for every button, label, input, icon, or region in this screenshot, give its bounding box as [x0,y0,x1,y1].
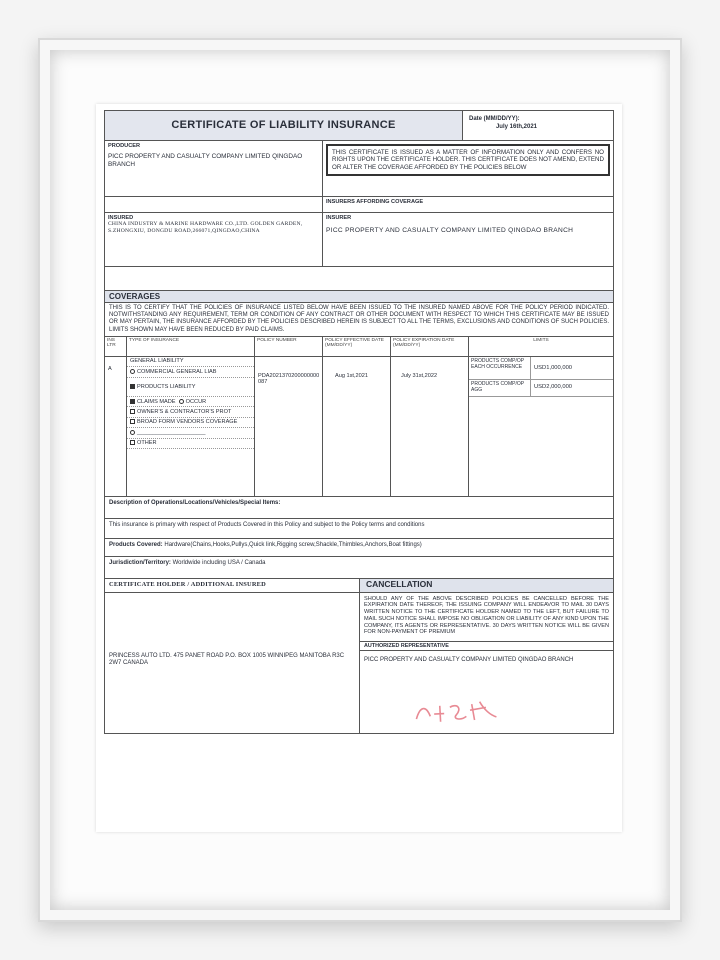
blank-cell [105,197,323,212]
gl-label: GENERAL LIABILITY [130,358,184,365]
description-text: This insurance is primary with respect of Products Covered in this Policy and subject to the Policy terms and conditions [109,521,425,528]
policy-number-header: POLICY NUMBER [255,337,322,357]
products-checkbox[interactable] [130,384,135,389]
other-label: OTHER [137,440,157,447]
producer-row [105,141,613,197]
certificate-paper [96,104,622,832]
col-expiration [391,337,469,496]
holder-header: CERTIFICATE HOLDER / ADDITIONAL INSURED [105,579,360,592]
occur-radio[interactable] [179,399,184,404]
insured-row [105,213,613,267]
ins-ltr-value: A [108,365,112,372]
date-label: Date (MM/DD/YY): [469,116,520,122]
date-box [463,111,613,140]
gl-other [127,439,254,449]
spacer-row [105,267,613,291]
insurers-affording-row [105,197,613,213]
occur-label: OCCUR [185,398,207,405]
vendors-checkbox[interactable] [130,419,135,424]
ins-ltr-header: INS LTR [105,337,126,357]
information-notice: THIS CERTIFICATE IS ISSUED AS A MATTER OF INFORMATION ONLY AND CONFERS NO RIGHTS UPON THE CERTIFICATE HOLDER. THIS CERTIFICATE DOES NOT AMEND, EXTEND OR ALTER THE COVERAGE AFFORDED BY THE POLICIES BELOW [326,144,610,176]
policy-table [105,337,613,497]
owners-checkbox[interactable] [130,409,135,414]
pl-label: PRODUCTS LIABILITY [137,383,196,390]
col-type [127,337,255,496]
jurisdiction-text: Worldwide including USA / Canada [172,559,266,566]
claims-label: CLAIMS MADE [137,398,176,405]
jurisdiction-row [105,557,613,579]
gl-vendors [127,418,254,428]
gl-blank: ______________________ [127,428,254,438]
col-limits [469,337,613,496]
coverages-text: THIS IS TO CERTIFY THAT THE POLICIES OF INSURANCE LISTED BELOW HAVE BEEN ISSUED TO THE INSURED NAMED ABOVE FOR THE POLICY PERIOD INDICATED. NOTWITHSTANDING ANY REQUIREMENT, TERM OR CONDITION OF ANY CONTRACT OR OTHER DOCUMENT WITH RESPECT TO WHICH THIS CERTIFICATE MAY BE ISSUED OR MAY PERTAIN, THE INSURANCE AFFORDED BY THE POLICIES DESCRIBED HEREIN IS SUBJECT TO ALL THE TERMS, EXCLUSIONS AND CONDITIONS OF SUCH POLICIES. LIMITS SHOWN MAY HAVE BEEN REDUCED BY PAID CLAIMS. [105,303,613,337]
limit-label-1: PRODUCTS COMP/OP EACH OCCURRENCE [469,357,531,380]
coverages-header: COVERAGES [105,291,613,303]
products-covered-label: Products Covered: [109,541,163,548]
insurer-name: PICC PROPERTY AND CASUALTY COMPANY LIMITED QINGDAO BRANCH [326,227,574,235]
red-seal-stamp [409,692,500,727]
cancellation-header: CANCELLATION [360,579,613,592]
producer-cell [105,141,323,196]
effective-header: POLICY EFFECTIVE DATE (MM/DD/YY) [323,337,390,357]
blank-radio[interactable] [130,430,135,435]
certificate-title: CERTIFICATE OF LIABILITY INSURANCE [105,111,463,140]
expiration-value: July 31st,2022 [401,372,438,379]
products-covered-text: Hardware(Chains,Hooks,Pullys,Quick link,Rigging screw,Shackle,Thimbles,Anchors,Boat fittings) [164,541,422,548]
insurers-affording-label: INSURERS AFFORDING COVERAGE [326,199,424,205]
date-value: July 16th,2021 [495,124,537,131]
cancellation-text: SHOULD ANY OF THE ABOVE DESCRIBED POLICIES BE CANCELLED BEFORE THE EXPIRATION DATE THEREOF, THE ISSUING COMPANY WILL ENDEAVOR TO MAIL 30 DAYS WRITTEN NOTICE TO THE CERTIFICATE HOLDER NAMED TO THE LEFT, BUT FAILURE TO MAIL SUCH NOTICE SHALL IMPOSE NO OBLIGATION OR LIABILITY OF ANY KIND UPON THE COMPANY, ITS AGENTS OR REPRESENTATIVE. 30 DAYS WRITTEN NOTICE WILL BE GIVEN FOR NON-PAYMENT OF PREMIUM [364,595,609,636]
insurer-cell [323,213,613,266]
producer-name: PICC PROPERTY AND CASUALTY COMPANY LIMITED QINGDAO BRANCH [108,153,303,168]
certificate-form [104,110,614,734]
other-checkbox[interactable] [130,440,135,445]
gl-cgl [127,367,254,377]
limit-row-2 [469,380,613,397]
cgl-label: COMMERCIAL GENERAL LIAB [137,368,217,375]
insured-cell [105,213,323,266]
description-label: Description of Operations/Locations/Vehicles/Special Items: [109,499,281,506]
limit-row-1 [469,357,613,381]
gl-products [127,378,254,397]
producer-label: PRODUCER [108,143,141,149]
limits-header: LIMITS [469,337,613,357]
notice-cell [323,141,613,196]
authorized-label: AUTHORIZED REPRESENTATIVE [360,641,613,651]
insured-text: CHINA INDUSTRY & MARINE HARDWARE CO.,LTD. GOLDEN GARDEN, S.ZHONGXIU, DONGDU ROAD,266071,QINGDAO,CHINA [108,221,303,234]
limit-value-1: USD1,000,000 [534,364,573,371]
effective-value: Aug 1st,2021 [335,372,368,379]
claims-checkbox[interactable] [130,399,135,404]
gl-general [127,357,254,367]
cgl-radio[interactable] [130,369,135,374]
cancellation-cell [360,593,613,733]
col-policy-number [255,337,323,496]
expiration-header: POLICY EXPIRATION DATE (MM/DD/YY) [391,337,468,357]
col-ins-ltr [105,337,127,496]
insured-label: INSURED [108,215,134,221]
holder-body [105,593,613,733]
gl-owners [127,407,254,417]
owners-label: OWNER'S & CONTRACTOR'S PROT [137,408,232,415]
vendors-label: BROAD FORM VENDORS COVERAGE [137,419,238,426]
title-row [105,111,613,141]
products-covered-row [105,539,613,557]
holder-header-row [105,579,613,593]
col-effective [323,337,391,496]
authorized-name: PICC PROPERTY AND CASUALTY COMPANY LIMITED QINGDAO BRANCH [364,657,574,664]
description-row [105,497,613,519]
gl-claims [127,397,254,407]
limit-label-2: PRODUCTS COMP/OP AGG [469,380,531,396]
limit-value-2: USD2,000,000 [534,384,573,391]
type-header: TYPE OF INSURANCE [127,337,254,357]
description-text-row [105,519,613,539]
insurer-label: INSURER [326,215,352,221]
policy-number-value: PDA2021370200000000087 [258,372,320,386]
holder-text: PRINCESS AUTO LTD. 475 PANET ROAD P.O. BOX 1005 WINNIPEG MANITOBA R3C 2W7 CANADA [105,593,360,733]
jurisdiction-label: Jurisdiction/Territory: [109,559,171,566]
